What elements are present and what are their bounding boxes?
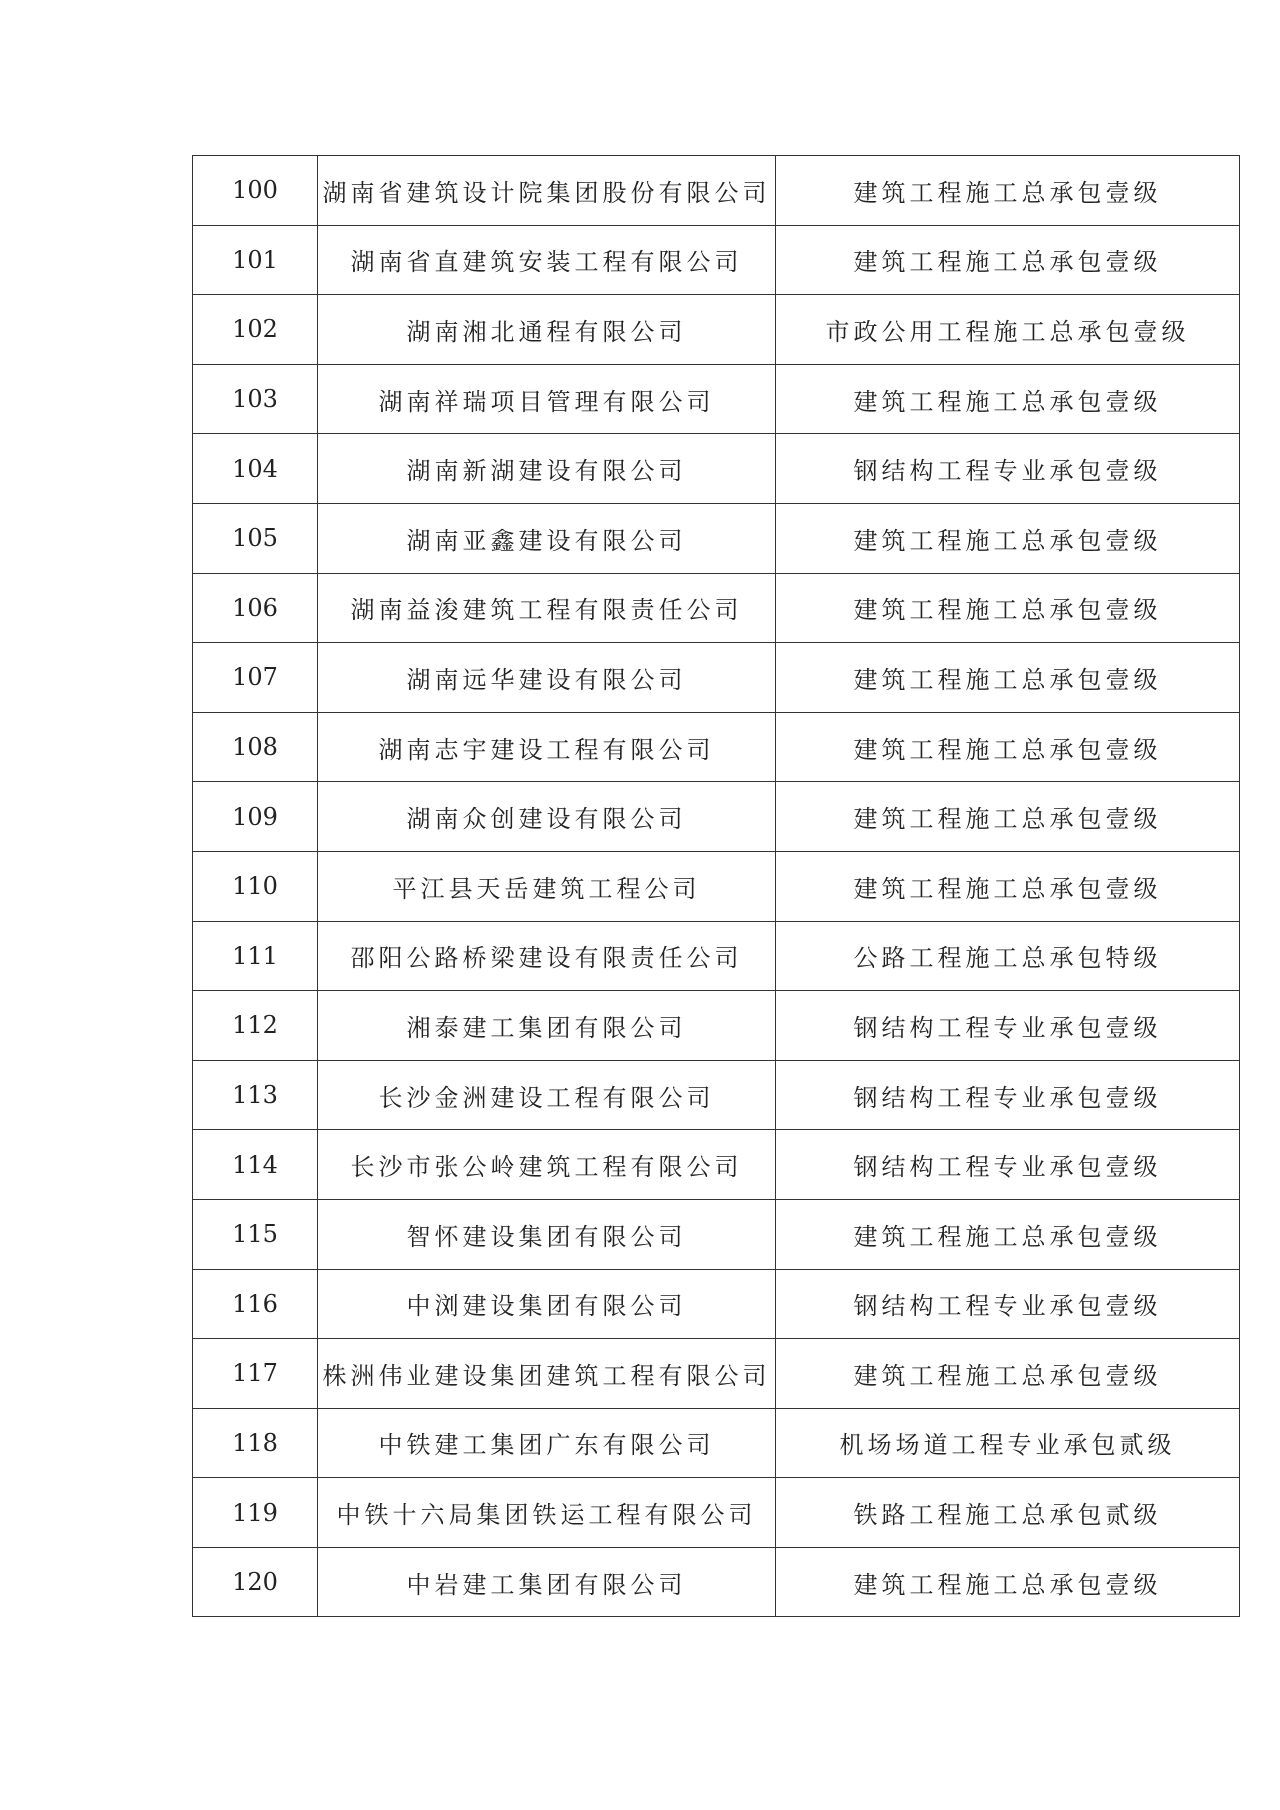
table-row [193,782,1240,852]
qualification: 建筑工程施工总承包壹级 [776,643,1240,713]
qualification: 建筑工程施工总承包壹级 [776,503,1240,573]
table-row [193,712,1240,782]
qualification-table [192,155,1240,1617]
row-number: 115 [193,1199,318,1269]
company-name: 湖南亚鑫建设有限公司 [318,503,776,573]
table-row [193,1547,1240,1617]
company-name: 湖南新湖建设有限公司 [318,434,776,504]
company-name: 株洲伟业建设集团建筑工程有限公司 [318,1339,776,1409]
company-name: 湘泰建工集团有限公司 [318,991,776,1061]
row-number: 117 [193,1339,318,1409]
qualification: 建筑工程施工总承包壹级 [776,225,1240,295]
table-row [193,991,1240,1061]
company-name: 湖南省直建筑安装工程有限公司 [318,225,776,295]
row-number: 109 [193,782,318,852]
qualification: 市政公用工程施工总承包壹级 [776,295,1240,365]
company-name: 中铁建工集团广东有限公司 [318,1408,776,1478]
row-number: 112 [193,991,318,1061]
row-number: 106 [193,573,318,643]
table-row [193,1339,1240,1409]
qualification: 钢结构工程专业承包壹级 [776,991,1240,1061]
company-name: 长沙市张公岭建筑工程有限公司 [318,1130,776,1200]
row-number: 100 [193,156,318,226]
row-number: 102 [193,295,318,365]
qualification: 钢结构工程专业承包壹级 [776,1060,1240,1130]
row-number: 119 [193,1478,318,1548]
company-name: 邵阳公路桥梁建设有限责任公司 [318,921,776,991]
company-name: 中铁十六局集团铁运工程有限公司 [318,1478,776,1548]
row-number: 104 [193,434,318,504]
table-row [193,643,1240,713]
qualification: 建筑工程施工总承包壹级 [776,1339,1240,1409]
qualification: 建筑工程施工总承包壹级 [776,1547,1240,1617]
row-number: 120 [193,1547,318,1617]
table-body [193,156,1240,1617]
company-name: 湖南湘北通程有限公司 [318,295,776,365]
company-name: 长沙金洲建设工程有限公司 [318,1060,776,1130]
table-row [193,1408,1240,1478]
qualification: 建筑工程施工总承包壹级 [776,712,1240,782]
row-number: 105 [193,503,318,573]
qualification: 建筑工程施工总承包壹级 [776,156,1240,226]
table-row [193,1478,1240,1548]
table-row [193,295,1240,365]
row-number: 116 [193,1269,318,1339]
company-name: 智怀建设集团有限公司 [318,1199,776,1269]
table-row [193,225,1240,295]
qualification: 机场场道工程专业承包贰级 [776,1408,1240,1478]
qualification: 建筑工程施工总承包壹级 [776,782,1240,852]
qualification: 钢结构工程专业承包壹级 [776,434,1240,504]
row-number: 114 [193,1130,318,1200]
table-row [193,156,1240,226]
row-number: 111 [193,921,318,991]
qualification: 建筑工程施工总承包壹级 [776,364,1240,434]
row-number: 110 [193,851,318,921]
company-name: 湖南祥瑞项目管理有限公司 [318,364,776,434]
table-row [193,434,1240,504]
row-number: 113 [193,1060,318,1130]
company-name: 湖南省建筑设计院集团股份有限公司 [318,156,776,226]
qualification: 建筑工程施工总承包壹级 [776,573,1240,643]
table-row [193,1130,1240,1200]
row-number: 101 [193,225,318,295]
qualification: 建筑工程施工总承包壹级 [776,851,1240,921]
company-name: 湖南志宇建设工程有限公司 [318,712,776,782]
table-row [193,503,1240,573]
table-row [193,851,1240,921]
company-name: 湖南众创建设有限公司 [318,782,776,852]
company-name: 湖南益浚建筑工程有限责任公司 [318,573,776,643]
qualification: 钢结构工程专业承包壹级 [776,1269,1240,1339]
table-row [193,364,1240,434]
table-row [193,1199,1240,1269]
company-name: 中岩建工集团有限公司 [318,1547,776,1617]
qualification: 钢结构工程专业承包壹级 [776,1130,1240,1200]
row-number: 118 [193,1408,318,1478]
qualification: 公路工程施工总承包特级 [776,921,1240,991]
row-number: 108 [193,712,318,782]
company-name: 中浏建设集团有限公司 [318,1269,776,1339]
row-number: 107 [193,643,318,713]
qualification: 铁路工程施工总承包贰级 [776,1478,1240,1548]
table-row [193,1060,1240,1130]
table-row [193,1269,1240,1339]
row-number: 103 [193,364,318,434]
company-name: 平江县天岳建筑工程公司 [318,851,776,921]
table-row [193,921,1240,991]
qualification: 建筑工程施工总承包壹级 [776,1199,1240,1269]
company-name: 湖南远华建设有限公司 [318,643,776,713]
table-row [193,573,1240,643]
